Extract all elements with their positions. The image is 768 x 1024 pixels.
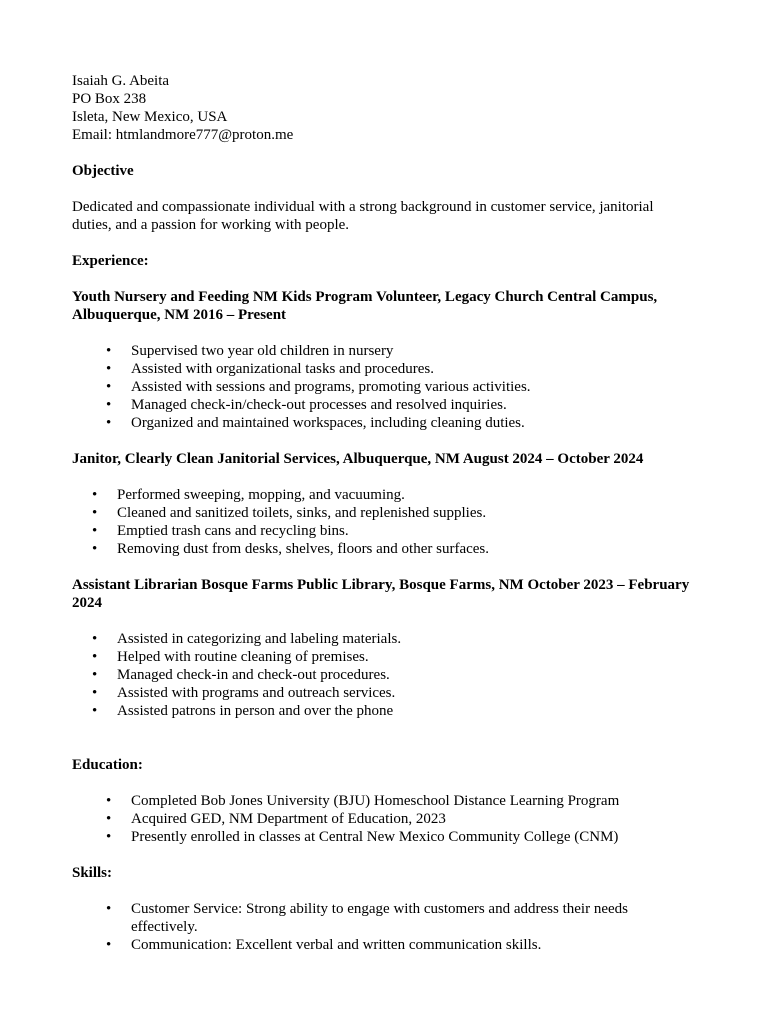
bullet-icon: • <box>106 415 112 431</box>
list-item: • Removing dust from desks, shelves, floors and other surfaces. <box>92 541 490 557</box>
bullet-icon: • <box>106 379 112 395</box>
job-title-janitor: Janitor, Clearly Clean Janitorial Services, Albuquerque, NM August 2024 – October 2024 <box>72 451 644 467</box>
list-item: • Organized and maintained workspaces, including cleaning duties. <box>106 415 525 431</box>
contact-email: Email: htmlandmore777@proton.me <box>72 127 294 143</box>
list-item: • Helped with routine cleaning of premises. <box>92 649 369 665</box>
bullet-icon: • <box>92 487 98 503</box>
bullet-icon: • <box>92 523 98 539</box>
list-item: • Customer Service: Strong ability to engage with customers and address their needs effectively. <box>106 901 628 935</box>
list-item: • Assisted in categorizing and labeling materials. <box>92 631 402 647</box>
list-item: • Performed sweeping, mopping, and vacuuming. <box>92 487 405 503</box>
list-item: • Acquired GED, NM Department of Education, 2023 <box>106 811 446 827</box>
job-bullets-nursery-volunteer <box>72 342 696 432</box>
list-item: • Cleaned and sanitized toilets, sinks, and replenished supplies. <box>92 505 487 521</box>
education-bullets <box>72 792 696 846</box>
skills-bullets <box>72 900 696 954</box>
bullet-icon: • <box>92 631 98 647</box>
list-item: • Managed check-in and check-out procedures. <box>92 667 390 683</box>
list-item: • Assisted patrons in person and over the phone <box>92 703 394 719</box>
bullet-icon: • <box>106 937 112 953</box>
list-item: • Supervised two year old children in nursery <box>106 343 394 359</box>
job-bullets-assistant-librarian <box>72 630 696 720</box>
list-item: • Assisted with sessions and programs, promoting various activities. <box>106 379 531 395</box>
contact-name: Isaiah G. Abeita <box>72 73 170 89</box>
objective-text: Dedicated and compassionate individual with a strong background in customer service, janitorial duties, and a passion for working with people. <box>72 199 654 233</box>
list-item: • Completed Bob Jones University (BJU) Homeschool Distance Learning Program <box>106 793 620 809</box>
skills-heading: Skills: <box>72 865 113 881</box>
job-title-assistant-librarian: Assistant Librarian Bosque Farms Public Library, Bosque Farms, NM October 2023 – February 2024 <box>72 577 690 611</box>
bullet-icon: • <box>106 361 112 377</box>
list-item: • Presently enrolled in classes at Central New Mexico Community College (CNM) <box>106 829 619 845</box>
bullet-icon: • <box>106 793 112 809</box>
bullet-icon: • <box>92 703 98 719</box>
list-item: • Assisted with programs and outreach services. <box>92 685 396 701</box>
list-item: • Communication: Excellent verbal and written communication skills. <box>106 937 542 953</box>
objective-heading: Objective <box>72 163 134 179</box>
contact-block <box>72 72 696 144</box>
job-bullets-janitor <box>72 486 696 558</box>
bullet-icon: • <box>106 829 112 845</box>
contact-address-line-1: PO Box 238 <box>72 91 147 107</box>
bullet-icon: • <box>92 667 98 683</box>
education-heading: Education: <box>72 757 143 773</box>
bullet-icon: • <box>106 343 112 359</box>
list-item: • Managed check-in/check-out processes and resolved inquiries. <box>106 397 507 413</box>
list-item: • Assisted with organizational tasks and procedures. <box>106 361 434 377</box>
list-item: • Emptied trash cans and recycling bins. <box>92 523 349 539</box>
bullet-icon: • <box>106 397 112 413</box>
bullet-icon: • <box>92 649 98 665</box>
contact-address-line-2: Isleta, New Mexico, USA <box>72 109 228 125</box>
bullet-icon: • <box>106 811 112 827</box>
bullet-icon: • <box>92 541 98 557</box>
job-title-nursery-volunteer: Youth Nursery and Feeding NM Kids Program Volunteer, Legacy Church Central Campus, Albuquerque, NM 2016 – Present <box>72 289 658 323</box>
bullet-icon: • <box>92 685 98 701</box>
bullet-icon: • <box>106 901 112 917</box>
bullet-icon: • <box>92 505 98 521</box>
experience-heading: Experience: <box>72 253 149 269</box>
